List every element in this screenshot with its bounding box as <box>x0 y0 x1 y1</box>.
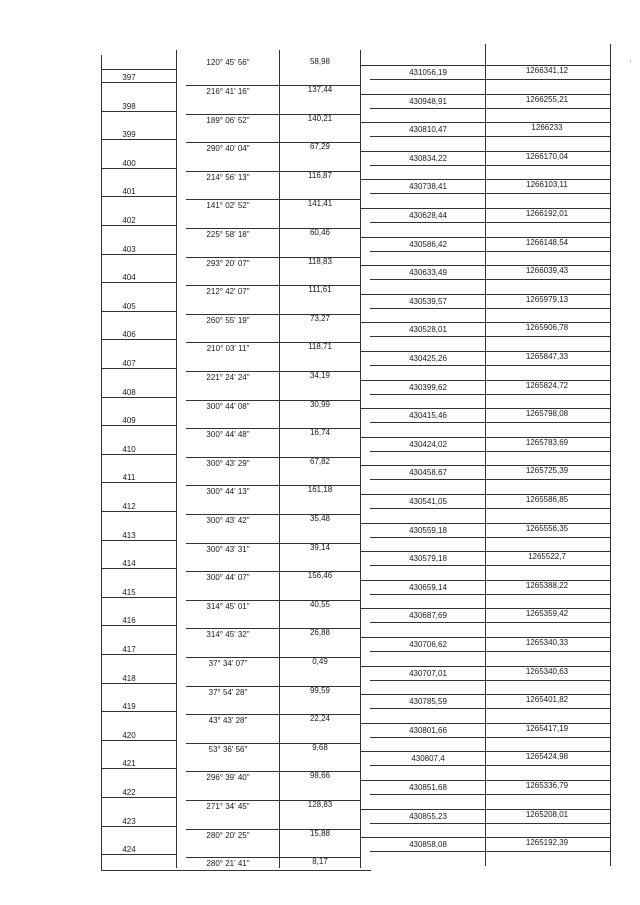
point-number: 415 <box>122 587 136 597</box>
direction-angle: 216° 41' 16" <box>206 87 250 96</box>
point-line <box>101 454 176 455</box>
segment-distance: 30,99 <box>309 399 331 409</box>
direction-angle: 43° 43' 28" <box>208 716 248 726</box>
direction-angle: 260° 55' 19" <box>206 315 250 325</box>
point-line <box>101 168 176 169</box>
point-number: 405 <box>122 301 136 311</box>
coordinate-y: 1265192,39 <box>525 838 569 848</box>
column-line <box>360 50 361 868</box>
coordinate-line <box>370 108 610 109</box>
coordinate-y: 1265798,08 <box>525 409 569 419</box>
direction-angle: 37° 34' 07" <box>208 659 248 668</box>
point-number: 421 <box>122 759 136 769</box>
point-number: 416 <box>122 616 136 626</box>
point-line <box>101 568 176 569</box>
direction-angle: 141° 02' 52" <box>206 201 250 211</box>
point-number: 409 <box>122 416 136 426</box>
coordinate-x: 430834,22 <box>409 153 447 163</box>
point-line <box>101 311 176 312</box>
coordinate-x: 431056,19 <box>409 68 447 77</box>
coordinate-line <box>370 336 610 337</box>
point-line <box>101 597 176 598</box>
segment-distance: 16,74 <box>309 428 331 438</box>
point-line <box>101 683 176 684</box>
segment-distance: 137,44 <box>307 85 333 94</box>
coordinate-line <box>370 594 610 595</box>
direction-angle: 314° 45' 32" <box>206 630 250 640</box>
row-line <box>101 69 176 70</box>
segment-distance: 35,48 <box>309 514 331 523</box>
coordinate-x: 430659,14 <box>409 582 447 592</box>
point-number: 412 <box>122 502 136 511</box>
coordinate-line <box>370 537 610 538</box>
coordinate-line <box>370 823 610 824</box>
coordinate-x: 430851,68 <box>409 783 447 792</box>
segment-distance: 118,71 <box>308 342 332 352</box>
coordinate-line <box>370 737 610 738</box>
coordinate-line <box>370 422 610 423</box>
coordinate-x: 430858,08 <box>409 840 447 850</box>
coordinate-x: 430528,01 <box>409 325 447 335</box>
coordinate-y: 1265522,7 <box>528 552 566 562</box>
column-line <box>101 55 102 871</box>
segment-distance: 73,27 <box>309 313 331 323</box>
point-number: 408 <box>122 387 136 397</box>
point-line <box>101 482 176 483</box>
direction-angle: 225° 58' 18" <box>206 230 250 239</box>
point-line <box>101 540 176 541</box>
coordinate-line <box>370 765 610 766</box>
coordinate-line <box>370 708 610 709</box>
coordinate-y: 1265824,72 <box>525 380 569 390</box>
column-line <box>485 44 486 866</box>
first-segment-angle: 120° 45' 56" <box>206 58 250 67</box>
bottom-line <box>101 870 371 871</box>
coordinate-line <box>370 79 610 80</box>
coordinate-y: 1265556,35 <box>525 523 569 533</box>
point-number: 403 <box>122 244 136 254</box>
coordinate-line <box>370 193 610 194</box>
point-number: 407 <box>122 359 136 368</box>
point-number: 423 <box>122 816 136 826</box>
coordinate-line <box>370 165 610 166</box>
point-number: 402 <box>122 216 136 225</box>
segment-distance: 67,29 <box>309 142 331 152</box>
coordinate-y: 1265906,78 <box>525 323 569 333</box>
segment-distance: 15,88 <box>309 828 331 838</box>
direction-angle: 300° 44' 07" <box>206 573 250 583</box>
point-line <box>101 339 176 340</box>
coordinate-y: 1265208,01 <box>525 809 569 819</box>
point-number: 418 <box>122 673 136 683</box>
coordinate-y: 1266233 <box>531 123 563 133</box>
coordinate-x: 430399,62 <box>409 382 447 392</box>
direction-angle: 221° 24' 24" <box>206 373 250 382</box>
coordinate-y: 1266103,11 <box>526 180 568 190</box>
coordinate-x: 430633,49 <box>409 268 447 278</box>
direction-angle: 37° 54' 28" <box>208 687 248 697</box>
coordinate-line <box>370 479 610 480</box>
direction-angle: 300° 43' 42" <box>206 516 250 525</box>
direction-angle: 210° 03' 11" <box>206 344 250 354</box>
coordinate-line <box>370 851 610 852</box>
coordinate-line <box>370 794 610 795</box>
segment-distance: 156,46 <box>307 571 333 581</box>
coordinate-x: 430579,18 <box>409 554 447 564</box>
direction-angle: 290° 40' 04" <box>206 144 250 154</box>
segment-distance: 141,41 <box>307 199 333 209</box>
coordinate-x: 430458,67 <box>409 468 447 478</box>
coordinate-y: 1265847,33 <box>525 352 569 361</box>
segment-distance: 128,83 <box>307 800 333 809</box>
direction-angle: 314° 45' 01" <box>206 601 250 611</box>
coordinate-x: 430801,66 <box>409 725 447 735</box>
segment-distance: 26,88 <box>309 628 331 638</box>
coordinate-x: 430707,01 <box>409 668 447 678</box>
column-line <box>610 44 611 866</box>
coordinate-y: 1265424,98 <box>525 752 569 762</box>
point-line <box>101 196 176 197</box>
coordinate-x: 430559,18 <box>409 525 447 535</box>
point-number: 417 <box>122 645 136 654</box>
coordinate-x: 430628,44 <box>409 211 447 220</box>
coordinate-x: 430855,23 <box>409 811 447 821</box>
coordinate-y: 1265417,19 <box>525 723 569 733</box>
direction-angle: 300° 44' 48" <box>206 430 250 440</box>
direction-angle: 293° 20' 07" <box>206 258 250 268</box>
coordinate-y: 1265336,79 <box>525 781 569 790</box>
coordinate-y: 1266148,54 <box>525 237 569 247</box>
coordinate-y: 1266255,21 <box>525 94 569 104</box>
coordinate-x: 430539,57 <box>409 296 447 306</box>
point-line <box>101 254 176 255</box>
point-number: 397 <box>122 73 136 82</box>
segment-distance: 140,21 <box>307 113 333 123</box>
coordinate-x: 430810,47 <box>409 125 447 135</box>
point-line <box>101 826 176 827</box>
coordinate-x: 430948,91 <box>409 96 447 106</box>
direction-angle: 280° 21' 41" <box>206 859 250 869</box>
point-line <box>101 625 176 626</box>
direction-angle: 296° 39' 40" <box>206 773 250 783</box>
coordinate-line <box>370 308 610 309</box>
segment-distance: 34,19 <box>309 371 331 380</box>
coordinate-x: 430807,4 <box>411 754 445 764</box>
point-number: 399 <box>122 130 136 140</box>
coordinate-y: 1265340,63 <box>525 666 569 676</box>
point-number: 406 <box>122 330 136 340</box>
point-line <box>101 654 176 655</box>
coordinate-line <box>370 451 610 452</box>
coordinate-line <box>370 365 610 366</box>
direction-angle: 300° 43' 31" <box>206 544 250 554</box>
point-number: 398 <box>122 101 136 111</box>
coordinate-line <box>370 508 610 509</box>
coordinate-y: 1266039,43 <box>525 266 569 276</box>
coordinate-line <box>370 680 610 681</box>
coordinate-y: 1265783,69 <box>525 437 569 447</box>
segment-distance: 67,82 <box>309 456 331 466</box>
segment-distance: 60,46 <box>309 228 331 237</box>
point-number: 400 <box>122 158 136 168</box>
point-line <box>101 82 176 83</box>
coordinate-line <box>370 136 610 137</box>
coordinate-line <box>370 394 610 395</box>
point-number: 419 <box>122 702 136 712</box>
segment-distance: 39,14 <box>309 542 331 552</box>
column-line <box>279 50 280 868</box>
direction-angle: 300° 44' 08" <box>206 401 250 411</box>
direction-angle: 212° 42' 07" <box>206 287 250 297</box>
point-line <box>101 797 176 798</box>
coordinate-x: 430425,26 <box>409 354 447 363</box>
coordinate-x: 430541,05 <box>409 497 447 506</box>
segment-distance: 116,87 <box>308 170 332 180</box>
coordinate-x: 430586,42 <box>409 239 447 249</box>
segment-distance: 9,68 <box>312 742 328 752</box>
segment-distance: 161,18 <box>307 485 333 495</box>
segment-distance: 111,61 <box>308 285 332 295</box>
coordinate-x: 430706,62 <box>409 640 447 649</box>
coordinate-x: 430785,59 <box>409 697 447 707</box>
segment-distance: 118,83 <box>308 256 332 266</box>
point-number: 420 <box>122 730 136 740</box>
point-line <box>101 711 176 712</box>
point-line <box>101 740 176 741</box>
coordinate-x: 430738,41 <box>409 182 447 192</box>
point-line <box>101 139 176 140</box>
point-line <box>101 397 176 398</box>
segment-distance: 22,24 <box>309 714 331 724</box>
point-number: 411 <box>122 473 136 483</box>
point-line <box>101 282 176 283</box>
segment-distance: 98,66 <box>309 771 331 781</box>
coordinate-y: 1265401,82 <box>525 695 569 705</box>
coordinate-line <box>370 651 610 652</box>
coordinate-x: 430687,69 <box>409 611 447 621</box>
coordinate-y: 1265388,22 <box>525 580 569 590</box>
column-line <box>176 50 177 868</box>
coordinate-line <box>370 622 610 623</box>
coordinate-line <box>370 565 610 566</box>
segment-distance: 40,55 <box>309 599 331 609</box>
point-number: 414 <box>122 559 136 569</box>
point-line <box>101 368 176 369</box>
point-number: 413 <box>122 530 136 540</box>
coordinate-y: 1265586,85 <box>525 495 569 504</box>
coordinate-y: 1265725,39 <box>525 466 569 476</box>
coordinate-x: 430415,46 <box>409 411 447 421</box>
direction-angle: 300° 44' 13" <box>206 487 250 497</box>
segment-distance: 99,59 <box>309 685 331 695</box>
coordinate-x: 430424,02 <box>409 439 447 449</box>
direction-angle: 300° 43' 29" <box>206 458 250 468</box>
point-number: 401 <box>122 187 136 197</box>
segment-distance: 8,17 <box>312 857 328 867</box>
coordinate-y: 1266341,12 <box>525 66 569 75</box>
point-line <box>101 854 176 855</box>
direction-angle: 271° 34' 45" <box>206 802 250 811</box>
point-line <box>101 768 176 769</box>
coordinate-line <box>370 251 610 252</box>
point-number: 404 <box>122 273 136 283</box>
point-line <box>101 425 176 426</box>
point-number: 424 <box>122 845 136 855</box>
segment-distance: 0,49 <box>312 657 328 666</box>
coordinate-y: 1266170,04 <box>525 151 569 161</box>
direction-angle: 53° 36' 56" <box>208 744 248 754</box>
coordinate-y: 1266192,01 <box>525 209 569 218</box>
margin-mark: ' <box>630 60 632 67</box>
direction-angle: 189° 06' 52" <box>206 115 250 125</box>
point-line <box>101 111 176 112</box>
coordinate-y: 1265979,13 <box>525 294 569 304</box>
coordinate-y: 1265359,42 <box>525 609 569 619</box>
coordinate-y: 1265340,33 <box>525 638 569 647</box>
point-number: 410 <box>122 444 136 454</box>
point-number: 422 <box>122 788 136 797</box>
first-segment-distance: 58,98 <box>309 57 331 66</box>
coordinate-line <box>370 279 610 280</box>
direction-angle: 214° 56' 13" <box>206 172 250 182</box>
direction-angle: 280° 20' 25" <box>206 830 250 840</box>
point-line <box>101 511 176 512</box>
coordinate-line <box>370 222 610 223</box>
point-line <box>101 225 176 226</box>
